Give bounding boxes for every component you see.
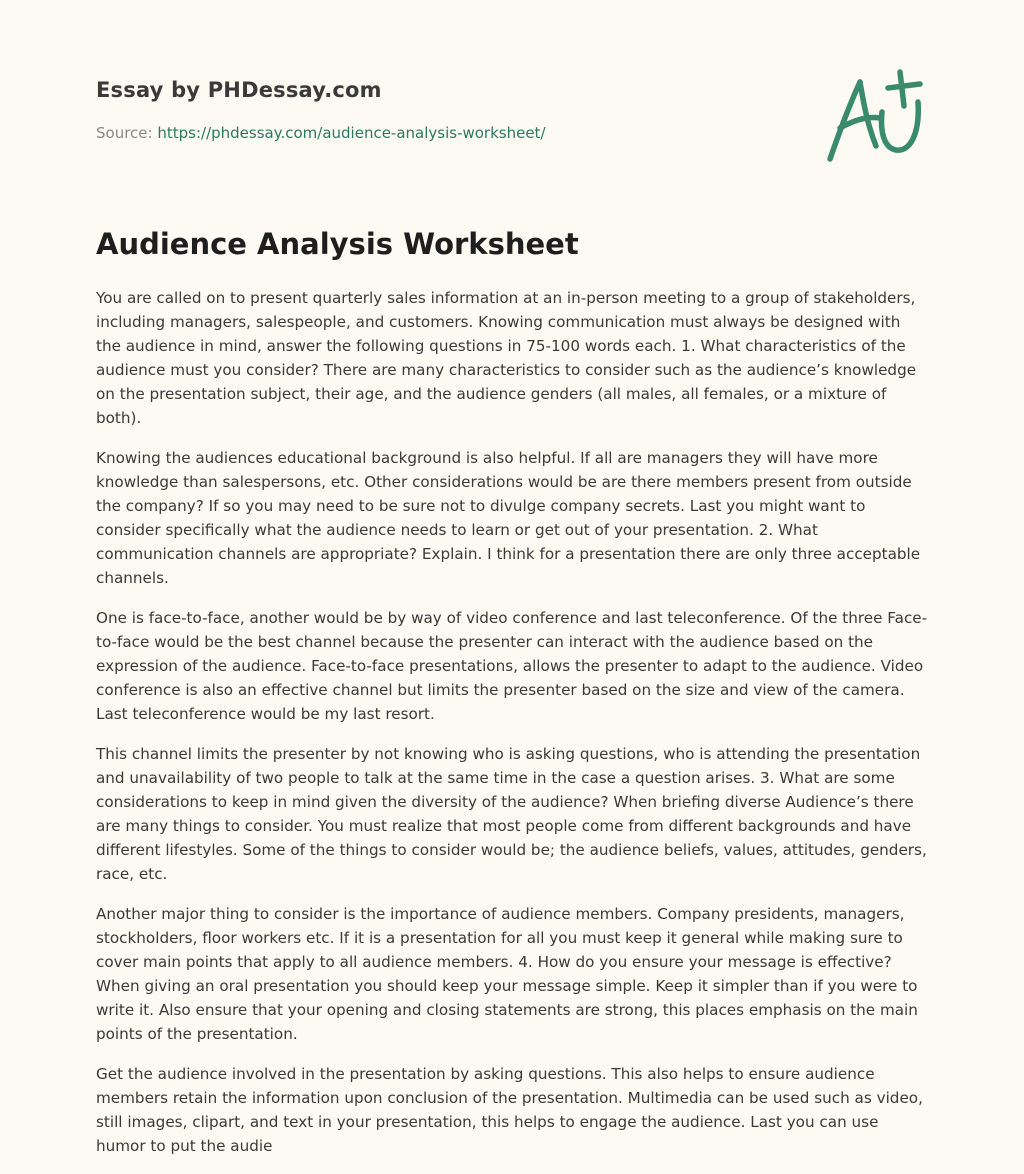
- article-paragraph: Knowing the audiences educational background is also helpful. If all are managers they will have more knowledge than salespersons, etc. Other considerations would be are there members present from outside the company? If so you may need to be sure not to divulge company secrets. Last you might want to consider specifically what the audience needs to learn or get out of your presentation. 2. What communication channels are appropriate? Explain. I think for a presentation there are only three acceptable channels.: [96, 449, 921, 587]
- article: [96, 222, 928, 1174]
- source-link[interactable]: https://phdessay.com/audience-analysis-worksheet/: [157, 124, 546, 142]
- article-title: Audience Analysis Worksheet: [96, 227, 579, 261]
- article-paragraph: Another major thing to consider is the importance of audience members. Company presidents, managers, stockholders, floor workers etc. If it is a presentation for all you must keep it general while making sure to cover main points that apply to all audience members. 4. How do you ensure your message is effective? When giving an oral presentation you should keep your message simple. Keep it simpler than if you were to write it. Also ensure that your opening and closing statements are strong, this places emphasis on the main points of the presentation.: [96, 905, 918, 1043]
- a-plus-logo-icon: [820, 66, 930, 166]
- article-paragraph: Get the audience involved in the presentation by asking questions. This also helps to ensure audience members retain the information upon conclusion of the presentation. Multimedia can be used such as video, still images, clipart, and text in your presentation, this helps to engage the audience. Last you can use humor to put the audie: [96, 1065, 923, 1155]
- source-line: [96, 122, 796, 144]
- article-paragraph: This channel limits the presenter by not knowing who is asking questions, who is attending the presentation and unavailability of two people to talk at the same time in the case a question arises. 3. What are some considerations to keep in mind given the diversity of the audience? When briefing diverse Audience’s there are many things to consider. You must realize that most people come from different backgrounds and have different lifestyles. Some of the things to consider would be; the audience beliefs, values, attitudes, genders, race, etc.: [96, 745, 927, 883]
- source-label: Source:: [96, 124, 153, 142]
- page-header: [96, 72, 796, 144]
- article-paragraph: You are called on to present quarterly sales information at an in-person meeting to a group of stakeholders, including managers, salespeople, and customers. Knowing communication must always be designed with the audience in mind, answer the following questions in 75-100 words each. 1. What characteristics of the audience must you consider? There are many characteristics to consider such as the audience’s knowledge on the presentation subject, their age, and the audience genders (all males, all females, or a mixture of both).: [96, 289, 917, 427]
- article-paragraph: One is face-to-face, another would be by way of video conference and last teleconference. Of the three Face-to-face would be the best channel because the presenter can interact with the audience based on the expression of the audience. Face-to-face presentations, allows the presenter to adapt to the audience. Video conference is also an effective channel but limits the presenter based on the size and view of the camera. Last teleconference would be my last resort.: [96, 609, 928, 723]
- brand-title: Essay by PHDessay.com: [96, 78, 382, 102]
